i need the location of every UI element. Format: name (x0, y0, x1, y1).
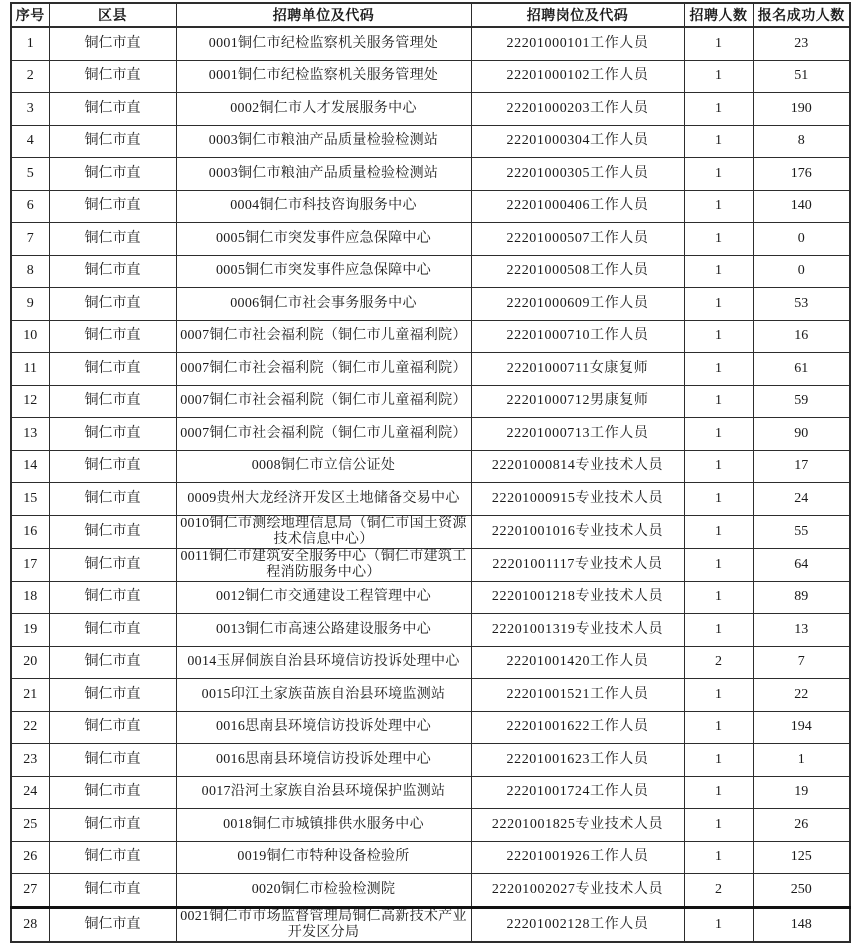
column-header-district: 区县 (49, 3, 176, 27)
cell-index: 7 (11, 223, 49, 256)
cell-index: 10 (11, 320, 49, 353)
table-row (11, 125, 850, 158)
cell-applicant-count: 176 (753, 158, 850, 191)
cell-applicant-count: 0 (753, 255, 850, 288)
cell-index: 16 (11, 515, 49, 548)
cell-district: 铜仁市直 (49, 711, 176, 744)
table-row (11, 385, 850, 418)
cell-unit-code: 0020铜仁市检验检测院 (176, 874, 471, 908)
cell-position-code: 22201000102工作人员 (471, 60, 684, 93)
cell-recruit-count: 1 (684, 385, 753, 418)
cell-index: 11 (11, 353, 49, 386)
cell-index: 21 (11, 679, 49, 712)
cell-applicant-count: 125 (753, 841, 850, 874)
cell-unit-code: 0007铜仁市社会福利院（铜仁市儿童福利院） (176, 418, 471, 451)
cell-unit-code: 0003铜仁市粮油产品质量检验检测站 (176, 125, 471, 158)
cell-recruit-count: 1 (684, 158, 753, 191)
cell-district: 铜仁市直 (49, 158, 176, 191)
table-row (11, 353, 850, 386)
table-row (11, 223, 850, 256)
cell-index: 4 (11, 125, 49, 158)
cell-position-code: 22201000508工作人员 (471, 255, 684, 288)
cell-position-code: 22201000406工作人员 (471, 190, 684, 223)
cell-recruit-count: 1 (684, 581, 753, 614)
cell-unit-code: 0018铜仁市城镇排供水服务中心 (176, 809, 471, 842)
cell-index: 22 (11, 711, 49, 744)
cell-recruit-count: 1 (684, 353, 753, 386)
cell-applicant-count: 7 (753, 646, 850, 679)
cell-unit-code: 0008铜仁市立信公证处 (176, 450, 471, 483)
cell-applicant-count: 13 (753, 614, 850, 647)
cell-recruit-count: 1 (684, 483, 753, 516)
cell-position-code: 22201001016专业技术人员 (471, 515, 684, 548)
cell-district: 铜仁市直 (49, 548, 176, 581)
cell-recruit-count: 1 (684, 418, 753, 451)
cell-position-code: 22201001521工作人员 (471, 679, 684, 712)
cell-applicant-count: 90 (753, 418, 850, 451)
cell-unit-code: 0002铜仁市人才发展服务中心 (176, 93, 471, 126)
cell-recruit-count: 1 (684, 776, 753, 809)
cell-district: 铜仁市直 (49, 776, 176, 809)
cell-district: 铜仁市直 (49, 744, 176, 777)
cell-unit-code: 0014玉屏侗族自治县环境信访投诉处理中心 (176, 646, 471, 679)
table-row (11, 158, 850, 191)
cell-applicant-count: 61 (753, 353, 850, 386)
cell-position-code: 22201001623工作人员 (471, 744, 684, 777)
cell-unit-code: 0009贵州大龙经济开发区土地储备交易中心 (176, 483, 471, 516)
cell-district: 铜仁市直 (49, 483, 176, 516)
cell-position-code: 22201000609工作人员 (471, 288, 684, 321)
cell-position-code: 22201001319专业技术人员 (471, 614, 684, 647)
cell-recruit-count: 1 (684, 27, 753, 60)
cell-unit-code: 0012铜仁市交通建设工程管理中心 (176, 581, 471, 614)
table-row (11, 93, 850, 126)
cell-position-code: 22201000507工作人员 (471, 223, 684, 256)
cell-recruit-count: 1 (684, 288, 753, 321)
table-row (11, 711, 850, 744)
cell-recruit-count: 1 (684, 744, 753, 777)
header-row (11, 3, 850, 27)
cell-position-code: 22201000710工作人员 (471, 320, 684, 353)
cell-applicant-count: 59 (753, 385, 850, 418)
cell-applicant-count: 17 (753, 450, 850, 483)
cell-index: 12 (11, 385, 49, 418)
table-row (11, 841, 850, 874)
cell-applicant-count: 1 (753, 744, 850, 777)
cell-district: 铜仁市直 (49, 320, 176, 353)
cell-unit-code: 0015印江土家族苗族自治县环境监测站 (176, 679, 471, 712)
cell-applicant-count: 26 (753, 809, 850, 842)
cell-district: 铜仁市直 (49, 27, 176, 60)
cell-recruit-count: 2 (684, 646, 753, 679)
cell-applicant-count: 55 (753, 515, 850, 548)
cell-position-code: 22201000203工作人员 (471, 93, 684, 126)
column-header-applicant-count: 报名成功人数 (753, 3, 850, 27)
table-row (11, 614, 850, 647)
table-row (11, 190, 850, 223)
table-row (11, 679, 850, 712)
cell-recruit-count: 1 (684, 907, 753, 942)
cell-district: 铜仁市直 (49, 450, 176, 483)
cell-applicant-count: 16 (753, 320, 850, 353)
cell-unit-code: 0010铜仁市测绘地理信息局（铜仁市国土资源技术信息中心） (176, 515, 471, 548)
cell-index: 14 (11, 450, 49, 483)
table-row (11, 907, 850, 942)
cell-district: 铜仁市直 (49, 288, 176, 321)
cell-index: 17 (11, 548, 49, 581)
cell-applicant-count: 0 (753, 223, 850, 256)
cell-index: 23 (11, 744, 49, 777)
cell-district: 铜仁市直 (49, 646, 176, 679)
column-header-unit-code: 招聘单位及代码 (176, 3, 471, 27)
cell-recruit-count: 1 (684, 841, 753, 874)
cell-district: 铜仁市直 (49, 385, 176, 418)
cell-district: 铜仁市直 (49, 809, 176, 842)
cell-index: 13 (11, 418, 49, 451)
cell-position-code: 22201001825专业技术人员 (471, 809, 684, 842)
table-row (11, 548, 850, 581)
cell-unit-code: 0004铜仁市科技咨询服务中心 (176, 190, 471, 223)
cell-recruit-count: 1 (684, 190, 753, 223)
cell-unit-code: 0007铜仁市社会福利院（铜仁市儿童福利院） (176, 320, 471, 353)
table-row (11, 515, 850, 548)
cell-district: 铜仁市直 (49, 841, 176, 874)
cell-district: 铜仁市直 (49, 223, 176, 256)
cell-applicant-count: 8 (753, 125, 850, 158)
cell-index: 9 (11, 288, 49, 321)
cell-unit-code: 0017沿河土家族自治县环境保护监测站 (176, 776, 471, 809)
cell-applicant-count: 148 (753, 907, 850, 942)
cell-index: 15 (11, 483, 49, 516)
cell-recruit-count: 1 (684, 614, 753, 647)
cell-index: 24 (11, 776, 49, 809)
cell-position-code: 22201001117专业技术人员 (471, 548, 684, 581)
cell-index: 28 (11, 907, 49, 942)
cell-unit-code: 0011铜仁市建筑安全服务中心（铜仁市建筑工程消防服务中心） (176, 548, 471, 581)
cell-district: 铜仁市直 (49, 614, 176, 647)
table-row (11, 581, 850, 614)
cell-unit-code: 0007铜仁市社会福利院（铜仁市儿童福利院） (176, 385, 471, 418)
table-row (11, 744, 850, 777)
cell-recruit-count: 1 (684, 255, 753, 288)
cell-applicant-count: 23 (753, 27, 850, 60)
table-row (11, 450, 850, 483)
cell-recruit-count: 1 (684, 223, 753, 256)
cell-district: 铜仁市直 (49, 581, 176, 614)
table-row (11, 60, 850, 93)
cell-unit-code: 0016思南县环境信访投诉处理中心 (176, 711, 471, 744)
cell-unit-code: 0001铜仁市纪检监察机关服务管理处 (176, 60, 471, 93)
table-row (11, 255, 850, 288)
cell-index: 26 (11, 841, 49, 874)
cell-unit-code: 0005铜仁市突发事件应急保障中心 (176, 223, 471, 256)
cell-district: 铜仁市直 (49, 93, 176, 126)
cell-unit-code: 0021铜仁市市场监督管理局铜仁高新技术产业开发区分局 (176, 907, 471, 942)
cell-district: 铜仁市直 (49, 515, 176, 548)
cell-recruit-count: 1 (684, 93, 753, 126)
cell-recruit-count: 1 (684, 809, 753, 842)
cell-position-code: 22201002027专业技术人员 (471, 874, 684, 908)
cell-recruit-count: 1 (684, 60, 753, 93)
cell-index: 18 (11, 581, 49, 614)
cell-applicant-count: 140 (753, 190, 850, 223)
cell-applicant-count: 53 (753, 288, 850, 321)
cell-position-code: 22201002128工作人员 (471, 907, 684, 942)
cell-position-code: 22201000711女康复师 (471, 353, 684, 386)
cell-position-code: 22201000712男康复师 (471, 385, 684, 418)
cell-unit-code: 0006铜仁市社会事务服务中心 (176, 288, 471, 321)
cell-unit-code: 0013铜仁市高速公路建设服务中心 (176, 614, 471, 647)
cell-recruit-count: 1 (684, 320, 753, 353)
table-row (11, 776, 850, 809)
cell-position-code: 22201000713工作人员 (471, 418, 684, 451)
cell-district: 铜仁市直 (49, 874, 176, 908)
table-row (11, 874, 850, 908)
cell-index: 3 (11, 93, 49, 126)
cell-position-code: 22201001218专业技术人员 (471, 581, 684, 614)
column-header-position-code: 招聘岗位及代码 (471, 3, 684, 27)
cell-applicant-count: 24 (753, 483, 850, 516)
cell-recruit-count: 1 (684, 679, 753, 712)
cell-applicant-count: 250 (753, 874, 850, 908)
cell-district: 铜仁市直 (49, 679, 176, 712)
cell-index: 19 (11, 614, 49, 647)
cell-position-code: 22201001724工作人员 (471, 776, 684, 809)
cell-recruit-count: 1 (684, 548, 753, 581)
cell-district: 铜仁市直 (49, 418, 176, 451)
cell-recruit-count: 2 (684, 874, 753, 908)
cell-index: 25 (11, 809, 49, 842)
cell-unit-code: 0019铜仁市特种设备检验所 (176, 841, 471, 874)
recruitment-table (10, 2, 851, 943)
cell-district: 铜仁市直 (49, 190, 176, 223)
cell-district: 铜仁市直 (49, 60, 176, 93)
cell-position-code: 22201000304工作人员 (471, 125, 684, 158)
cell-recruit-count: 1 (684, 515, 753, 548)
cell-index: 8 (11, 255, 49, 288)
cell-position-code: 22201001926工作人员 (471, 841, 684, 874)
table-row (11, 320, 850, 353)
cell-index: 2 (11, 60, 49, 93)
cell-applicant-count: 51 (753, 60, 850, 93)
cell-unit-code: 0007铜仁市社会福利院（铜仁市儿童福利院） (176, 353, 471, 386)
cell-index: 27 (11, 874, 49, 908)
cell-district: 铜仁市直 (49, 255, 176, 288)
cell-index: 5 (11, 158, 49, 191)
cell-applicant-count: 19 (753, 776, 850, 809)
cell-recruit-count: 1 (684, 125, 753, 158)
cell-unit-code: 0001铜仁市纪检监察机关服务管理处 (176, 27, 471, 60)
cell-district: 铜仁市直 (49, 907, 176, 942)
table-row (11, 646, 850, 679)
cell-district: 铜仁市直 (49, 125, 176, 158)
cell-applicant-count: 89 (753, 581, 850, 614)
cell-applicant-count: 194 (753, 711, 850, 744)
recruitment-table-document (10, 2, 851, 943)
cell-unit-code: 0016思南县环境信访投诉处理中心 (176, 744, 471, 777)
table-row (11, 27, 850, 60)
cell-applicant-count: 190 (753, 93, 850, 126)
table-row (11, 483, 850, 516)
cell-district: 铜仁市直 (49, 353, 176, 386)
cell-unit-code: 0003铜仁市粮油产品质量检验检测站 (176, 158, 471, 191)
cell-index: 1 (11, 27, 49, 60)
cell-index: 20 (11, 646, 49, 679)
table-row (11, 418, 850, 451)
cell-recruit-count: 1 (684, 711, 753, 744)
cell-position-code: 22201001420工作人员 (471, 646, 684, 679)
cell-unit-code: 0005铜仁市突发事件应急保障中心 (176, 255, 471, 288)
cell-position-code: 22201000814专业技术人员 (471, 450, 684, 483)
column-header-recruit-count: 招聘人数 (684, 3, 753, 27)
cell-applicant-count: 22 (753, 679, 850, 712)
cell-index: 6 (11, 190, 49, 223)
cell-recruit-count: 1 (684, 450, 753, 483)
cell-position-code: 22201000101工作人员 (471, 27, 684, 60)
cell-position-code: 22201000305工作人员 (471, 158, 684, 191)
table-row (11, 809, 850, 842)
cell-applicant-count: 64 (753, 548, 850, 581)
cell-position-code: 22201000915专业技术人员 (471, 483, 684, 516)
column-header-index: 序号 (11, 3, 49, 27)
cell-position-code: 22201001622工作人员 (471, 711, 684, 744)
table-row (11, 288, 850, 321)
